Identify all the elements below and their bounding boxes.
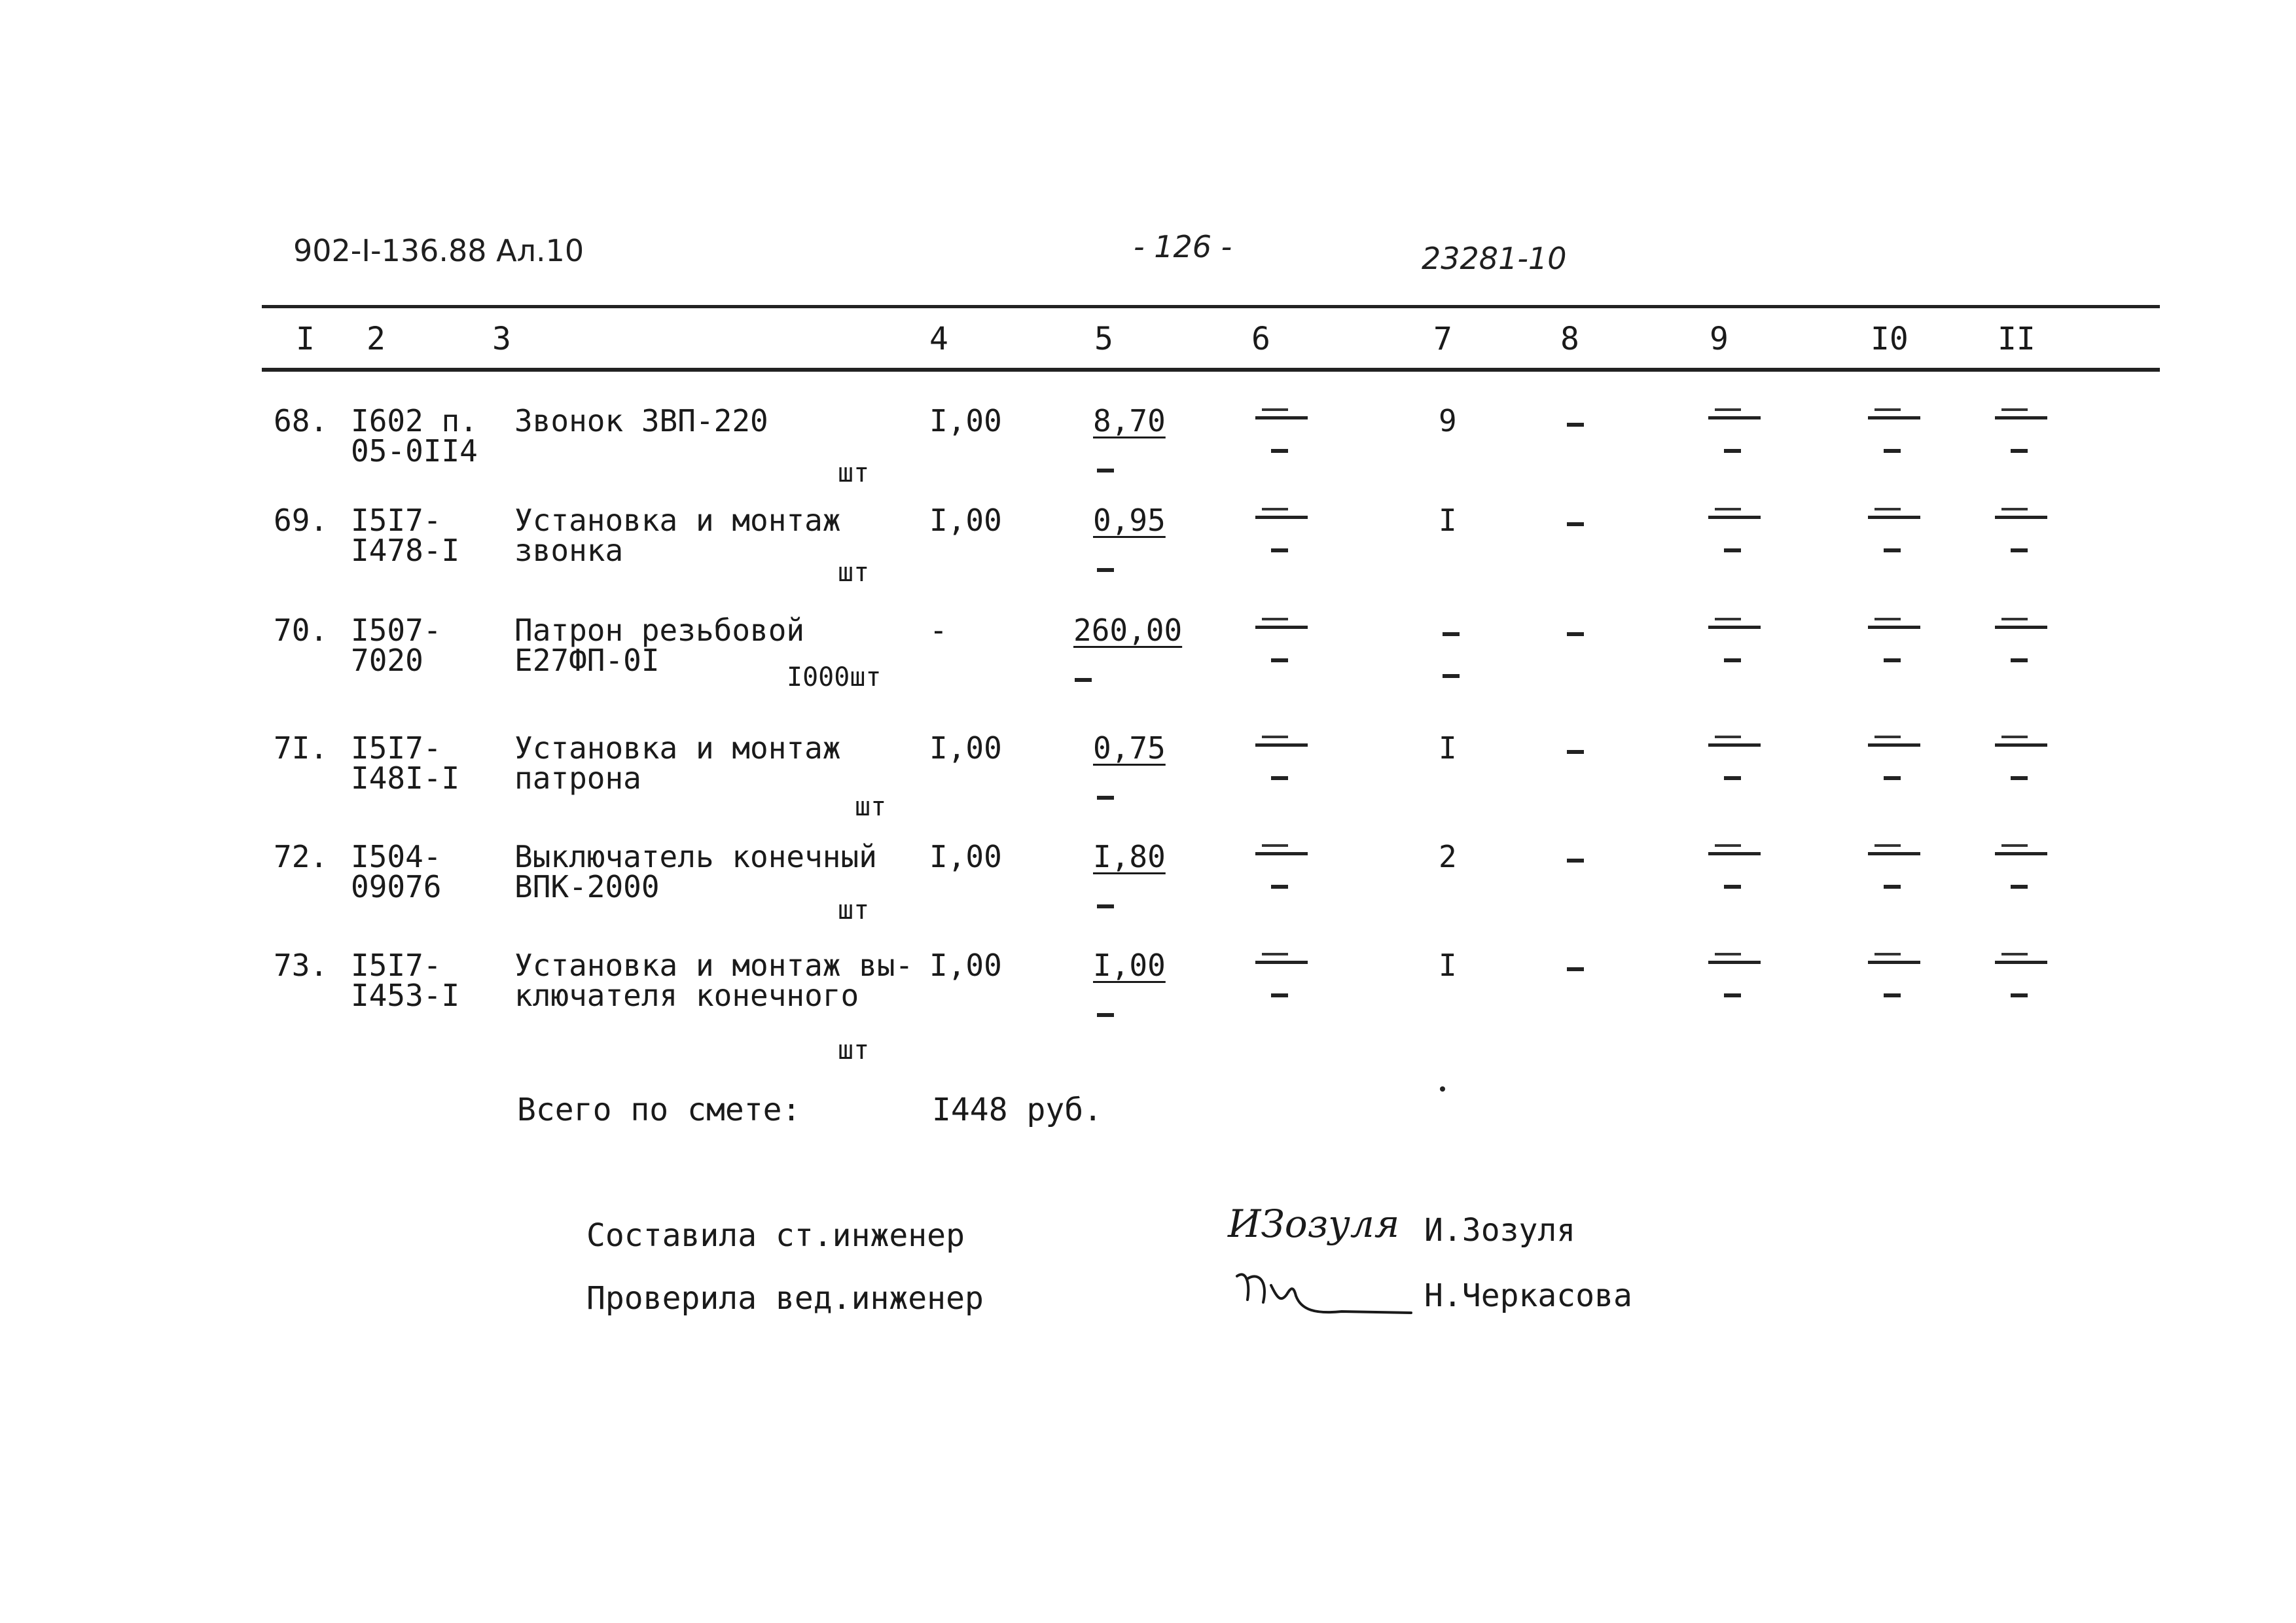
row-name-line1: Патрон резьбовой <box>514 613 805 648</box>
row-col5: 260,00 <box>1073 613 1183 648</box>
col6-dash-pair <box>1255 839 1314 894</box>
row-col5: I,80 <box>1093 839 1166 874</box>
row-col4: I,00 <box>929 948 1002 983</box>
col11-dash-pair <box>1995 503 2054 558</box>
col6-dash-pair <box>1255 948 1314 1003</box>
column-header-1: I <box>296 321 315 357</box>
col7-dash-lower <box>1443 674 1460 678</box>
row-code-line1: I5I7- <box>351 503 442 538</box>
row-name-line1: Звонок ЗВП-220 <box>514 403 768 438</box>
row-code-line2: 05-0II4 <box>351 433 478 469</box>
col8-dash <box>1567 859 1584 863</box>
row-col4: I,00 <box>929 503 1002 538</box>
col8-dash <box>1567 423 1584 427</box>
col9-dash-pair <box>1708 730 1767 785</box>
row-name-line1: Установка и монтаж <box>514 503 841 538</box>
col6-dash-pair <box>1255 613 1314 668</box>
row-col5: 8,70 <box>1093 403 1166 438</box>
row-number: 70. <box>274 613 329 648</box>
row-unit: шт <box>838 895 870 925</box>
row-col5: 0,75 <box>1093 730 1166 766</box>
column-header-7: 7 <box>1433 321 1452 357</box>
column-header-8: 8 <box>1560 321 1579 357</box>
col8-dash <box>1567 967 1584 971</box>
row-code-line1: I602 п. <box>351 403 478 438</box>
col11-dash-pair <box>1995 839 2054 894</box>
total-label: Всего по смете: <box>517 1092 801 1128</box>
row-unit: шт <box>855 792 887 822</box>
col9-dash-pair <box>1708 503 1767 558</box>
scan-dot <box>1440 1086 1445 1092</box>
col5-dash <box>1097 568 1114 572</box>
row-name-line2: патрона <box>514 760 641 796</box>
doc-number: 902-I-136.88 Ал.10 <box>293 233 584 268</box>
col5-dash <box>1097 1013 1114 1017</box>
row-name-line2: звонка <box>514 533 624 568</box>
checked-by-label: Проверила вед.инженер <box>586 1280 984 1317</box>
row-name-line1: Выключатель конечный <box>514 839 877 874</box>
col8-dash <box>1567 522 1584 526</box>
row-number: 72. <box>274 839 329 874</box>
row-unit: I000шт <box>787 662 882 692</box>
signature-zozulya <box>1224 1191 1400 1263</box>
row-code-line2: 09076 <box>351 869 442 904</box>
row-name-line2: ключателя конечного <box>514 978 859 1013</box>
row-unit: шт <box>838 458 870 488</box>
column-header-10: I0 <box>1871 321 1909 357</box>
page-number: - 126 - <box>1134 229 1232 264</box>
signature-cherkasova <box>1230 1257 1427 1329</box>
col8-dash <box>1567 750 1584 754</box>
signature-zozulya-text: ИЗозуля <box>1228 1202 1400 1246</box>
row-number: 7I. <box>274 730 329 766</box>
row-code-line2: 7020 <box>351 643 423 678</box>
col9-dash-pair <box>1708 403 1767 458</box>
row-col7: I <box>1439 730 1457 766</box>
row-code-line1: I504- <box>351 839 442 874</box>
compiled-by-label: Составила ст.инженер <box>586 1217 965 1254</box>
col11-dash-pair <box>1995 403 2054 458</box>
column-header-6: 6 <box>1251 321 1270 357</box>
col10-dash-pair <box>1868 403 1927 458</box>
row-code-line2: I453-I <box>351 978 460 1013</box>
col5-dash <box>1075 678 1092 682</box>
column-header-2: 2 <box>367 321 386 357</box>
col8-dash <box>1567 632 1584 636</box>
table-top-rule <box>262 305 2160 308</box>
row-number: 69. <box>274 503 329 538</box>
doc-code: 23281-10 <box>1422 241 1567 276</box>
row-col4: I,00 <box>929 839 1002 874</box>
column-header-4: 4 <box>929 321 948 357</box>
row-col7: I <box>1439 503 1457 538</box>
col5-dash <box>1097 796 1114 800</box>
col11-dash-pair <box>1995 613 2054 668</box>
row-code-line2: I478-I <box>351 533 460 568</box>
row-code-line1: I5I7- <box>351 948 442 983</box>
col9-dash-pair <box>1708 839 1767 894</box>
col10-dash-pair <box>1868 503 1927 558</box>
row-code-line1: I5I7- <box>351 730 442 766</box>
row-col7: I <box>1439 948 1457 983</box>
compiled-by-name: И.Зозуля <box>1424 1212 1576 1249</box>
row-col7: 2 <box>1439 839 1457 874</box>
col11-dash-pair <box>1995 730 2054 785</box>
row-name-line1: Установка и монтаж вы- <box>514 948 914 983</box>
column-header-5: 5 <box>1094 321 1113 357</box>
row-col5: I,00 <box>1093 948 1166 983</box>
row-code-line1: I507- <box>351 613 442 648</box>
col10-dash-pair <box>1868 613 1927 668</box>
col6-dash-pair <box>1255 503 1314 558</box>
col7-dash <box>1443 632 1460 636</box>
row-col4: - <box>929 613 948 648</box>
col10-dash-pair <box>1868 948 1927 1003</box>
col9-dash-pair <box>1708 948 1767 1003</box>
total-value: I448 руб. <box>932 1092 1103 1128</box>
col9-dash-pair <box>1708 613 1767 668</box>
table-header-rule <box>262 368 2160 372</box>
row-col4: I,00 <box>929 403 1002 438</box>
col10-dash-pair <box>1868 839 1927 894</box>
row-unit: шт <box>838 558 870 588</box>
row-code-line2: I48I-I <box>351 760 460 796</box>
row-name-line2: ВПК-2000 <box>514 869 660 904</box>
col5-dash <box>1097 469 1114 473</box>
row-number: 68. <box>274 403 329 438</box>
row-col7: 9 <box>1439 403 1457 438</box>
checked-by-name: Н.Черкасова <box>1424 1277 1632 1314</box>
column-header-3: 3 <box>492 321 511 357</box>
column-header-11: II <box>1998 321 2036 357</box>
col6-dash-pair <box>1255 403 1314 458</box>
row-name-line1: Установка и монтаж <box>514 730 841 766</box>
row-number: 73. <box>274 948 329 983</box>
col11-dash-pair <box>1995 948 2054 1003</box>
col10-dash-pair <box>1868 730 1927 785</box>
column-header-9: 9 <box>1710 321 1729 357</box>
col5-dash <box>1097 904 1114 908</box>
row-col4: I,00 <box>929 730 1002 766</box>
row-col5: 0,95 <box>1093 503 1166 538</box>
row-unit: шт <box>838 1035 870 1065</box>
col6-dash-pair <box>1255 730 1314 785</box>
row-name-line2: Е27ФП-0I <box>514 643 660 678</box>
